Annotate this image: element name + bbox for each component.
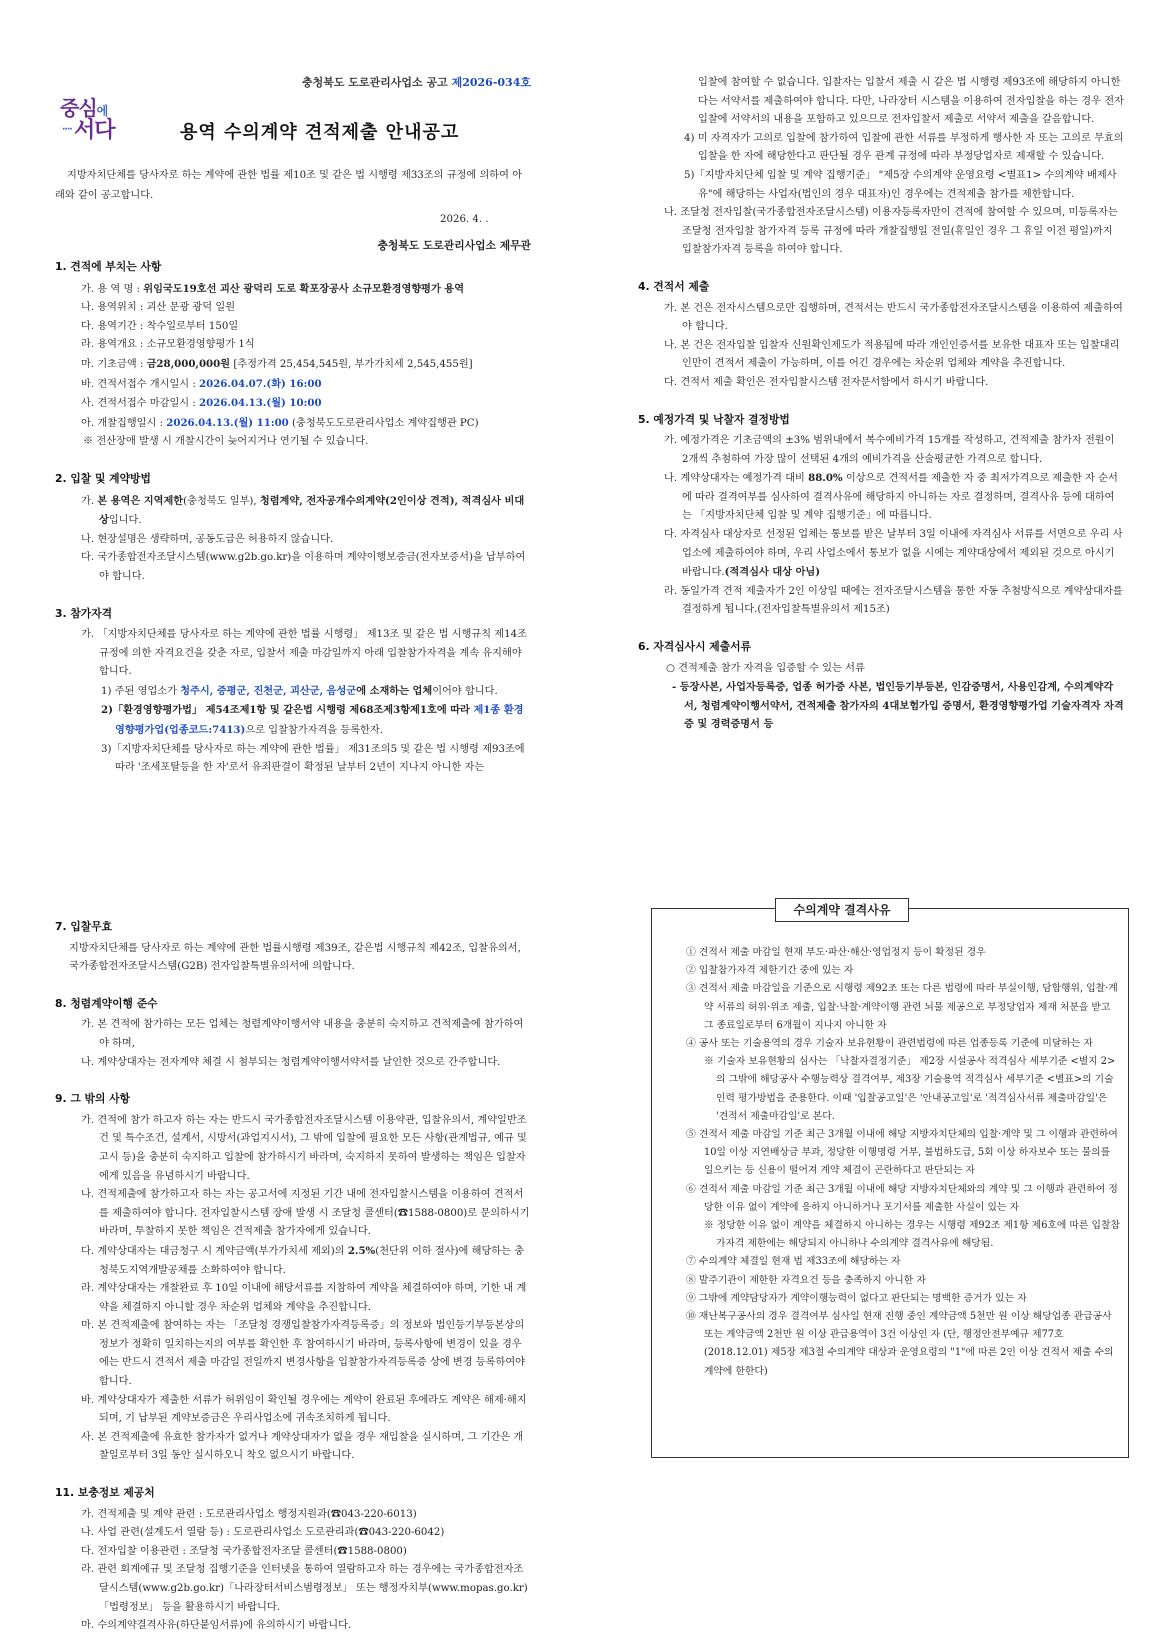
section-1-title: 1. 견적에 부치는 사항 [55,260,162,273]
s7-body: 지방자치단체를 당사자로 하는 계약에 관한 법률시행령 제39조, 같은법 시행규칙 제42조, 입찰유의서, 국가종합전자조달시스템(G2B) 전자입찰특별유의서에 의합니다. [69,942,521,973]
s9-item-da: 다. 계약상대자는 대금청구 시 계약금액(부가가치세 제외)의 2.5%(천단위 이하 절사)에 해당하는 충청북도지역개발공채를 소화하여야 합니다. [81,1244,525,1276]
s2-item-na: 나. 현장설명은 생략하며, 공동도급은 허용하지 않습니다. [81,533,334,545]
reason-5: ⑤ 견적서 제출 마감일 기준 최근 3개월 이내에 해당 지방자치단체의 입찰·계약 및 그 이행과 관련하여 10일 이상 지연배상금 부과, 정당한 이행명령 거부, 불법하도급, 5회 이상 하자보수 또는 물의를 일으키는 등 신용이 떨어져 계약 체결이 곤란하다고 판단되는 자 [686,1129,1118,1177]
logo-dots: ···· [62,125,72,135]
s3-sub-3-cont: 입찰에 참여할 수 없습니다. 입찰자는 입찰서 제출 시 같은 법 시행령 제93조에 해당하지 아니한다는 서약서를 제출하여야 합니다. 다만, 나라장터 시스템을 이용하여 전자입찰을 하는 경우 전자입찰에 서약서의 내용을 포함하고 있으므로 전자입찰서 제출로 서약서 제출을 갈음합니다. [698,77,1124,126]
section-7-title: 7. 입찰무효 [55,920,113,933]
reason-4-note: ※ 기술자 보유현황의 심사는 「낙찰자결정기준」 제2장 시설공사 적격심사 세부기준 <별지 2>의 그밖에 해당공사 수행능력상 결격여부, 제3장 기술용역 적격심사 세부기준 <별표>의 기술인력 평가방법을 준용한다. 이때 '입찰공고일'은 '안내공고일'로 '적격심사서류 제출마감일'은 '견적서 제출마감일'로 본다. [704,1056,1116,1122]
s3-item-ga: 가. 「지방자치단체를 당사자로 하는 계약에 관한 법률 시행령」 제13조 및 같은 법 시행규칙 제14조 규정에 의한 자격요건을 갖춘 자로, 입찰서 제출 마감일까지 아래 입찰참가자격을 계속 유지해야 합니다. [81,629,527,678]
issuer: 충청북도 도로관리사업소 제무관 [377,239,531,252]
section-3-title: 3. 참가자격 [55,606,113,620]
s6-docs: - 등장사본, 사업자등록증, 업종 허가증 사본, 법인등기부등본, 인감증명서, 사용인감계, 수의계약각서, 청렴계약이행서약서, 견적제출 참가자의 4대보험가입 증명서, 환경영향평가업 기술자격자 자격증 및 경력증명서 등 [672,681,1124,731]
header-agency [55,74,531,93]
notice-number: 제2026-034호 [451,76,531,89]
reason-6: ⑥ 견적서 제출 마감일 기준 최근 3개월 이내에 해당 지방자치단체와의 계약 및 그 이행과 관련하여 정당한 이유 없이 계약에 응하지 아니하거나 포기서를 제출한 사실이 있는 자 [686,1183,1118,1213]
s9-item-ra: 라. 계약상대자는 개찰완료 후 10일 이내에 해당서류를 지참하여 계약을 체결하여야 하며, 기한 내 계약을 체결하지 아니할 경우 차순위 업체와 계약을 추진합니다. [81,1283,527,1313]
logo [60,92,118,143]
left-column-top [55,258,531,778]
s1-item-ra: 라. 용역개요 : 소규모환경영향평가 1식 [81,339,255,351]
reason-6-note: ※ 정당한 이유 없이 계약을 체결하지 아니하는 경우는 시행령 제92조 제1항 제6호에 따른 입찰참가자격 제한에는 해당되지 아니하나 수의계약 결격사유에 해당됨. [704,1220,1120,1250]
reason-2: ② 입찰참가자격 제한기간 중에 있는 자 [686,965,854,977]
s5-item-na: 나. 계약상대자는 예정가격 대비 88.0% 이상으로 견적서를 제출한 자 중 최저가격으로 제출한 자 순서에 따라 결격여부를 심사하여 결격사유에 해당하지 아니하는 자로 결정하며, 결격사유 등에 대하여는 「지방자치단체 입찰 및 계약 집행기준」에 따릅니다. [664,472,1118,522]
reason-10: ⑩ 재난복구공사의 경우 결격여부 심사일 현재 진행 중인 계약금액 5천만 원 이상 해당업종 관급공사 또는 계약금액 2천만 원 이상 관급용역이 3건 이상인 자 (단, 행정안전부예규 제77호(2018.12.01) 제5장 제3절 수의계약 대상과 운영요령의 "1"에 따른 2인 이상 견적서 제출 수의계약에 한한다) [686,1311,1114,1377]
s3-sub-1: 1) 주된 영업소가 청주시, 증평군, 진천군, 괴산군, 음성군에 소재하는 업체이어야 합니다. [101,684,498,697]
section-6-title: 6. 자격심사시 제출서류 [638,640,751,654]
s9-item-ba: 바. 계약상대자가 제출한 서류가 허위임이 확인될 경우에는 계약이 완료된 후에라도 계약은 해제·해지되며, 기 납부된 계약보증금은 우리사업소에 귀속조치하게 됩니다. [81,1394,527,1425]
section-5-title: 5. 예정가격 및 낙찰자 결정방법 [638,412,790,426]
s9-item-sa: 사. 본 견적제출에 유효한 참가자가 없거나 계약상대자가 없을 경우 재입찰을 실시하며, 그 기간은 개찰일로부터 3일 동안 실시하오니 착오 없으시기 바랍니다. [81,1431,524,1462]
section-11-title: 11. 보충정보 제공처 [55,1486,155,1500]
s9-item-na: 나. 견적제출에 참가하고자 하는 자는 공고서에 지정된 기간 내에 전자입찰시스템을 이용하여 견적서를 제출하여야 합니다. 전자입찰시스템 장애 발생 시 조달청 콜센터(☎1588-0800)로 문의하시기 바라며, 투찰하지 못한 책임은 견적제출 참가자에게 있습니다. [81,1189,530,1238]
s11-item-da: 다. 전자입찰 이용관련 : 조달청 국가종합전자조달 콜센터(☎1588-0800) [81,1545,407,1557]
reason-9: ⑨ 그밖에 계약담당자가 계약이행능력이 없다고 판단되는 명백한 증거가 있는 자 [686,1292,1027,1304]
s8-item-na: 나. 계약상대자는 전자계약 체결 시 첨부되는 청렴계약이행서약서를 날인한 것으로 간주합니다. [81,1056,501,1068]
s3-item-na: 나. 조달청 전자입찰(국가종합전자조달시스템) 이용자등록자만이 견적에 참여할 수 있으며, 미등록자는 조달청 전자입찰 참가자격 등록 규정에 따라 개찰집행일 전일(휴일인 경우 그 휴일 이전 평일)까지 입찰참가자격 등록을 하여야 합니다. [664,207,1118,256]
s6-item-o: ○ 견적제출 참가 자격을 입증할 수 있는 서류 [666,662,865,674]
s1-item-sa: 사. 견적서접수 마감일시 : 2026.04.13.(월) 10:00 [81,397,322,410]
s1-note: ※ 전산장애 발생 시 개찰시간이 늦어지거나 연기될 수 있습니다. [83,436,369,448]
s1-item-na: 나. 용역위치 : 괴산 문광 광덕 일원 [81,302,236,314]
logo-text-small: 에 [96,104,108,118]
right-column-top [638,74,1124,734]
reason-8: ⑧ 발주기관이 제한한 자격요건 등을 충족하지 아니한 자 [686,1274,926,1286]
section-8-title: 8. 청렴계약이행 준수 [55,996,158,1010]
disqualification-list [660,944,1120,1381]
s3-sub-5: 5)「지방자치단체 입찰 및 계약 집행기준」 "제5장 수의계약 운영요령 <별표1> 수의계약 배제사유"에 해당하는 사업자(법인의 경우 대표자)인 경우에는 견적제출 참가를 제한합니다. [684,169,1117,200]
logo-text-1: 중심 [60,96,97,120]
left-column-bottom [55,918,531,1636]
s2-item-ga: 가. 본 용역은 지역제한(충청북도 일부), 청렴계약, 전자공개수의계약(2인이상 견적), 적격심사 비대상입니다. [81,494,525,527]
intro-text: 지방자치단체를 당사자로 하는 계약에 관한 법률 제10조 및 같은 법 시행령 제33조의 규정에 의하여 아래와 같이 공고합니다. [55,170,523,201]
section-4-title: 4. 견적서 제출 [638,279,710,293]
s5-item-ga: 가. 예정가격은 기초금액의 ±3% 범위내에서 복수예비가격 15개를 작성하고, 견적제출 참가자 전원이 2개씩 추첨하여 가장 많이 선택된 4개의 예비가격을 산술평균한 가격으로 합니다. [664,435,1115,465]
s3-sub-4: 4) 미 자격자가 고의로 입찰에 참가하여 입찰에 관한 서류를 부정하게 행사한 자 또는 고의로 무효의 입찰을 한 자에 해당한다고 판단될 경우 관계 규정에 따라 부정당업자로 제재할 수 있습니다. [684,132,1124,163]
logo-text-2: 서다 [74,118,115,143]
s11-item-ma: 마. 수의계약결격사유(하단붙임서류)에 유의하시기 바랍니다. [81,1620,352,1632]
section-2-title: 2. 입찰 및 계약방법 [55,471,151,485]
reason-3: ③ 견적서 제출 마감일을 기준으로 시행령 제92조 또는 다른 법령에 따라 부실이행, 담합행위, 입찰·계약 서류의 허위·위조 제출, 입찰·낙찰·계약이행 관련 뇌물 제공으로 부정당업자 제재 처분을 받고 그 종료일로부터 6개월이 지나지 아니한 자 [686,983,1118,1031]
s1-item-ba: 바. 견적서접수 개시일시 : 2026.04.07.(화) 16:00 [81,377,322,390]
s5-item-ra: 라. 동일가격 견적 제출자가 2인 이상일 때에는 전자조달시스템을 통한 자동 추첨방식으로 계약상대자를 결정하게 됩니다.(전자입찰특별유의서 제15조) [664,585,1123,616]
s9-item-ga: 가. 견적에 참가 하고자 하는 자는 반드시 국가종합전자조달시스템 이용약관, 입찰유의서, 계약일반조건 및 특수조건, 설계서, 시방서(과업지시서), 그 밖에 입찰에 필요한 모든 사항(관계법규, 예규 및 고시 등)을 충분히 숙지하고 입찰에 참가하시기 바라며, 숙지하지 못하여 발생하는 책임은 입찰자에게 있음을 유념하시기 바랍니다. [81,1114,527,1182]
s11-item-na: 나. 사업 관련(설계도서 열람 등) : 도로관리사업소 도로관리과(☎043-220-6042) [81,1527,445,1539]
notice-date: 2026. 4. . [440,214,489,225]
box-title: 수의계약 결격사유 [775,898,909,922]
s4-item-ga: 가. 본 건은 전자시스템으로만 집행하며, 견적서는 반드시 국가종합전자조달시스템을 이용하여 제출하여야 합니다. [664,302,1123,333]
s3-sub-2: 2)「환경영향평가법」 제54조제1항 및 같은법 시행령 제68조제3항제1호에 따라 제1종 환경영향평가업(업종코드:7413)으로 입찰참가자격을 등록한자. [101,704,524,737]
s5-item-da: 다. 자격심사 대상자로 선정된 업체는 통보를 받은 날부터 3일 이내에 자격심사 서류를 서면으로 우리 사업소에 제출하여야 하며, 우리 사업소에서 통보가 없을 시에는 계약대상에서 제외된 것으로 아시기 바랍니다.(적격심사 대상 아님) [664,529,1123,579]
s1-item-a: 아. 개찰집행일시 : 2026.04.13.(월) 11:00 (충청북도도로관리사업소 계약집행관 PC) [81,416,479,429]
agency-label: 충청북도 도로관리사업소 공고 [301,76,448,89]
page-title: 용역 수의계약 견적제출 안내공고 [180,122,460,143]
s11-item-ra: 라. 관련 회계예규 및 조달청 집행기준을 인터넷을 통하여 열람하고자 하는 경우에는 국가종합전자조달시스템(www.g2b.go.kr)「나라장터서비스범령정보」 또는 행정자치부(www.mopas.go.kr)「법령정보」 등을 활용하시기 바랍니다. [81,1564,528,1613]
s8-item-ga: 가. 본 견적에 참가하는 모든 업체는 청렴계약이행서약 내용을 충분히 숙지하고 견적제출에 참가하여야 하며, [81,1019,524,1049]
s1-item-ga: 가. 용 역 명 : 위임국도19호선 괴산 광덕리 도로 확포장공사 소규모환경영향평가 용역 [81,282,465,295]
reason-1: ① 견적서 제출 마감일 현재 부도·파산·해산·영업정지 등이 확정된 경우 [686,947,986,958]
s4-item-da: 다. 견적서 제출 확인은 전자입찰시스템 전자문서함에서 하시기 바랍니다. [664,376,989,388]
reason-4: ④ 공사 또는 기술용역의 경우 기술자 보유현황이 관련법령에 따른 업종등록 기준에 미달하는 자 [686,1038,1093,1050]
s4-item-na: 나. 본 건은 전자입찰 입찰자 신원확인제도가 적용됨에 따라 개인인증서를 보유한 대표자 또는 입찰대리인만이 견적서 제출이 가능하며, 이를 어긴 경우에는 차순위 업체와 계약을 추진합니다. [664,339,1120,370]
s11-item-ga: 가. 견적제출 및 계약 관련 : 도로관리사업소 행정지원과(☎043-220-6013) [81,1508,417,1520]
s1-item-ma: 마. 기초금액 : 금28,000,000원 [추정가격 25,454,545원, 부가가치세 2,545,455원] [81,357,473,370]
s2-item-da: 다. 국가종합전자조달시스템(www.g2b.go.kr)을 이용하며 계약이행보증금(전자보증서)을 납부하여야 합니다. [81,552,526,582]
s1-item-da: 다. 용역기간 : 착수일로부터 150일 [81,320,239,332]
s9-item-ma: 마. 본 견적제출에 참여하는 자는 「조달청 경쟁입찰참가자격등록증」의 정보와 법인등기부등본상의 정보가 정확히 일치하는지의 여부를 확인한 후 참여하시기 바라며, 등록사항에 변경이 있을 경우에는 반드시 견적서 제출 마감일 전일까지 변경사항을 입찰참가자격등록증 상에 변경 등록하여야 합니다. [81,1320,526,1388]
section-9-title: 9. 그 밖의 사항 [55,1092,131,1106]
s3-sub-3: 3)「지방자치단체를 당사자로 하는 계약에 관한 법률」 제31조의5 및 같은 법 시행령 제93조에 따라 '조세포탈등을 한 자'로서 유죄판결이 확정된 날부터 2년이 지나지 아니한 자는 [101,743,525,774]
reason-7: ⑦ 수의계약 체결일 현재 법 제33조에 해당하는 자 [686,1256,901,1268]
